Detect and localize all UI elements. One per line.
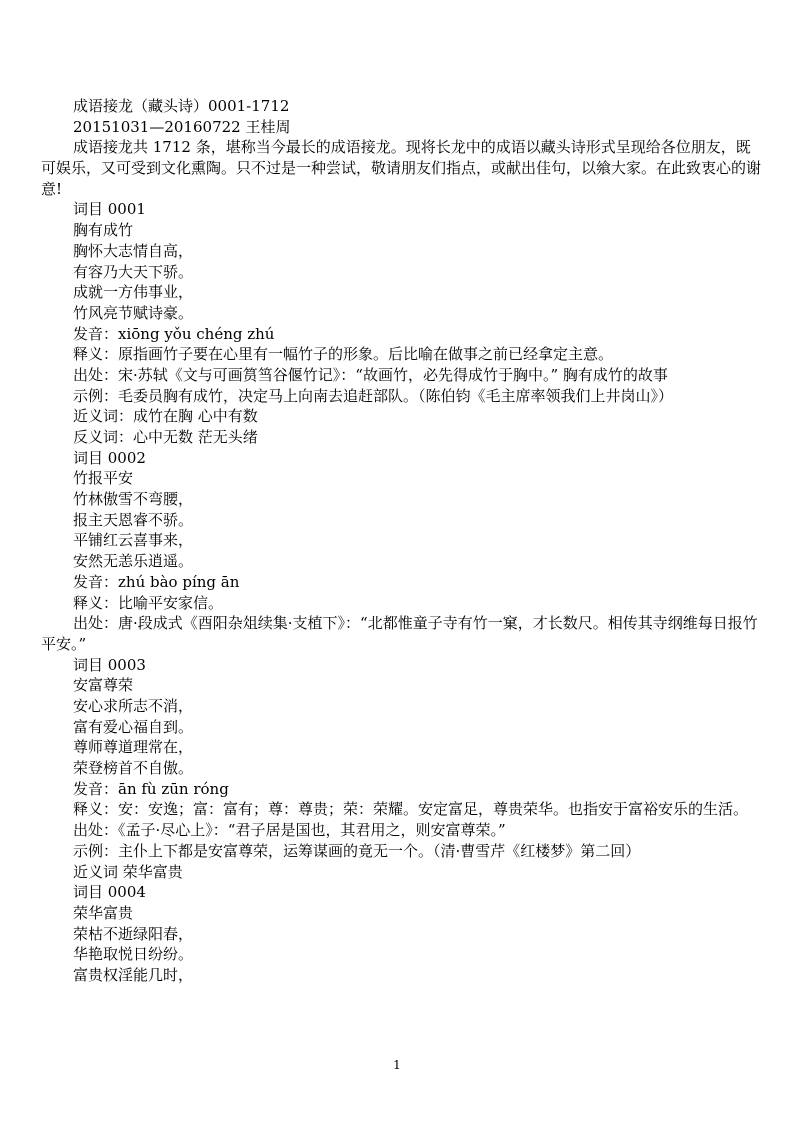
entry-number: 词目 0003: [73, 655, 146, 674]
entry-synonyms: 近义词 荣华富贵: [73, 862, 183, 881]
poem-line: 竹风亮节赋诗豪。: [73, 303, 194, 322]
entry-pronunciation: 发音：ān fù zūn róng: [73, 779, 229, 798]
poem-line: 安然无恙乐逍遥。: [73, 552, 194, 571]
poem-line: 华艳取悦日纷纷。: [73, 945, 194, 964]
document-intro: 成语接龙共 1712 条，堪称当今最长的成语接龙。现将长龙中的成语以藏头诗形式呈现给各位朋友，既可娱乐，又可受到文化熏陶。只不过是一种尝试，敬请朋友们指点，或献出佳句，以飨大家。在此致衷心的谢意!: [41, 138, 762, 198]
poem-line: 平铺红云喜事来，: [73, 531, 194, 550]
entry-meaning: 释义：原指画竹子要在心里有一幅竹子的形象。后比喻在做事之前已经拿定主意。: [73, 345, 614, 364]
entry-example: 示例：主仆上下都是安富尊荣，运筹谋画的竟无一个。（清·曹雪芹《红楼梦》第二回）: [73, 841, 641, 860]
document-body: [41, 96, 763, 986]
poem-line: 有容乃大天下骄。: [73, 262, 194, 281]
entry-idiom: 荣华富贵: [73, 903, 134, 922]
entry-pronunciation: 发音：zhú bào píng ān: [73, 572, 240, 591]
poem-line: 荣登榜首不自傲。: [73, 759, 194, 778]
poem-line: 富贵权淫能几时，: [73, 965, 194, 984]
poem-line: 尊师尊道理常在，: [73, 738, 194, 757]
entry-example: 示例：毛委员胸有成竹，决定马上向南去追赶部队。（陈伯钧《毛主席率领我们上井岗山》）: [73, 386, 674, 405]
entry-number: 词目 0004: [73, 883, 146, 902]
page-number: 1: [393, 1058, 401, 1072]
entry-0001: [73, 199, 763, 447]
poem-line: 竹林傲雪不弯腰，: [73, 490, 194, 509]
poem-line: 安心求所志不消，: [73, 697, 194, 716]
entry-idiom: 竹报平安: [73, 469, 134, 488]
entry-number: 词目 0002: [73, 448, 146, 467]
entry-idiom: 胸有成竹: [73, 221, 134, 240]
entry-source: 出处：《孟子·尽心上》：“君子居是国也，其君用之，则安富尊荣。”: [73, 821, 506, 840]
entry-idiom: 安富尊荣: [73, 676, 134, 695]
entry-meaning: 释义：比喻平安家信。: [73, 593, 224, 612]
entry-source: 出处：宋·苏轼《文与可画筼筜谷偃竹记》：“故画竹，必先得成竹于胸中。” 胸有成竹的故事: [73, 365, 668, 384]
poem-line: 荣枯不逝绿阳春，: [73, 924, 194, 943]
poem-line: 成就一方伟事业，: [73, 283, 194, 302]
poem-line: 胸怀大志情自高，: [73, 241, 194, 260]
entry-antonyms: 反义词：心中无数 茫无头绪: [73, 428, 258, 447]
document-title: 成语接龙（藏头诗）0001-1712: [73, 97, 290, 115]
entry-synonyms: 近义词：成竹在胸 心中有数: [73, 407, 258, 426]
entry-number: 词目 0001: [73, 200, 146, 219]
poem-line: 报主天恩睿不骄。: [73, 510, 194, 529]
entry-meaning: 释义：安：安逸；富：富有；尊：尊贵；荣：荣耀。安定富足，尊贵荣华。也指安于富裕安乐的生活。: [73, 800, 749, 819]
entry-pronunciation: 发音：xiōng yǒu chéng zhú: [73, 324, 275, 343]
document-date-author: 20151031—20160722 王桂周: [73, 117, 291, 136]
entry-0004: [73, 882, 763, 985]
entry-source: 出处：唐·段成式《酉阳杂俎续集·支植下》：“北都惟童子寺有竹一窠，才长数尺。相传其寺纲维每日报竹平安。”: [41, 614, 758, 653]
entry-0003: [73, 655, 763, 883]
poem-line: 富有爱心福自到。: [73, 717, 194, 736]
entry-0002: [41, 448, 763, 655]
